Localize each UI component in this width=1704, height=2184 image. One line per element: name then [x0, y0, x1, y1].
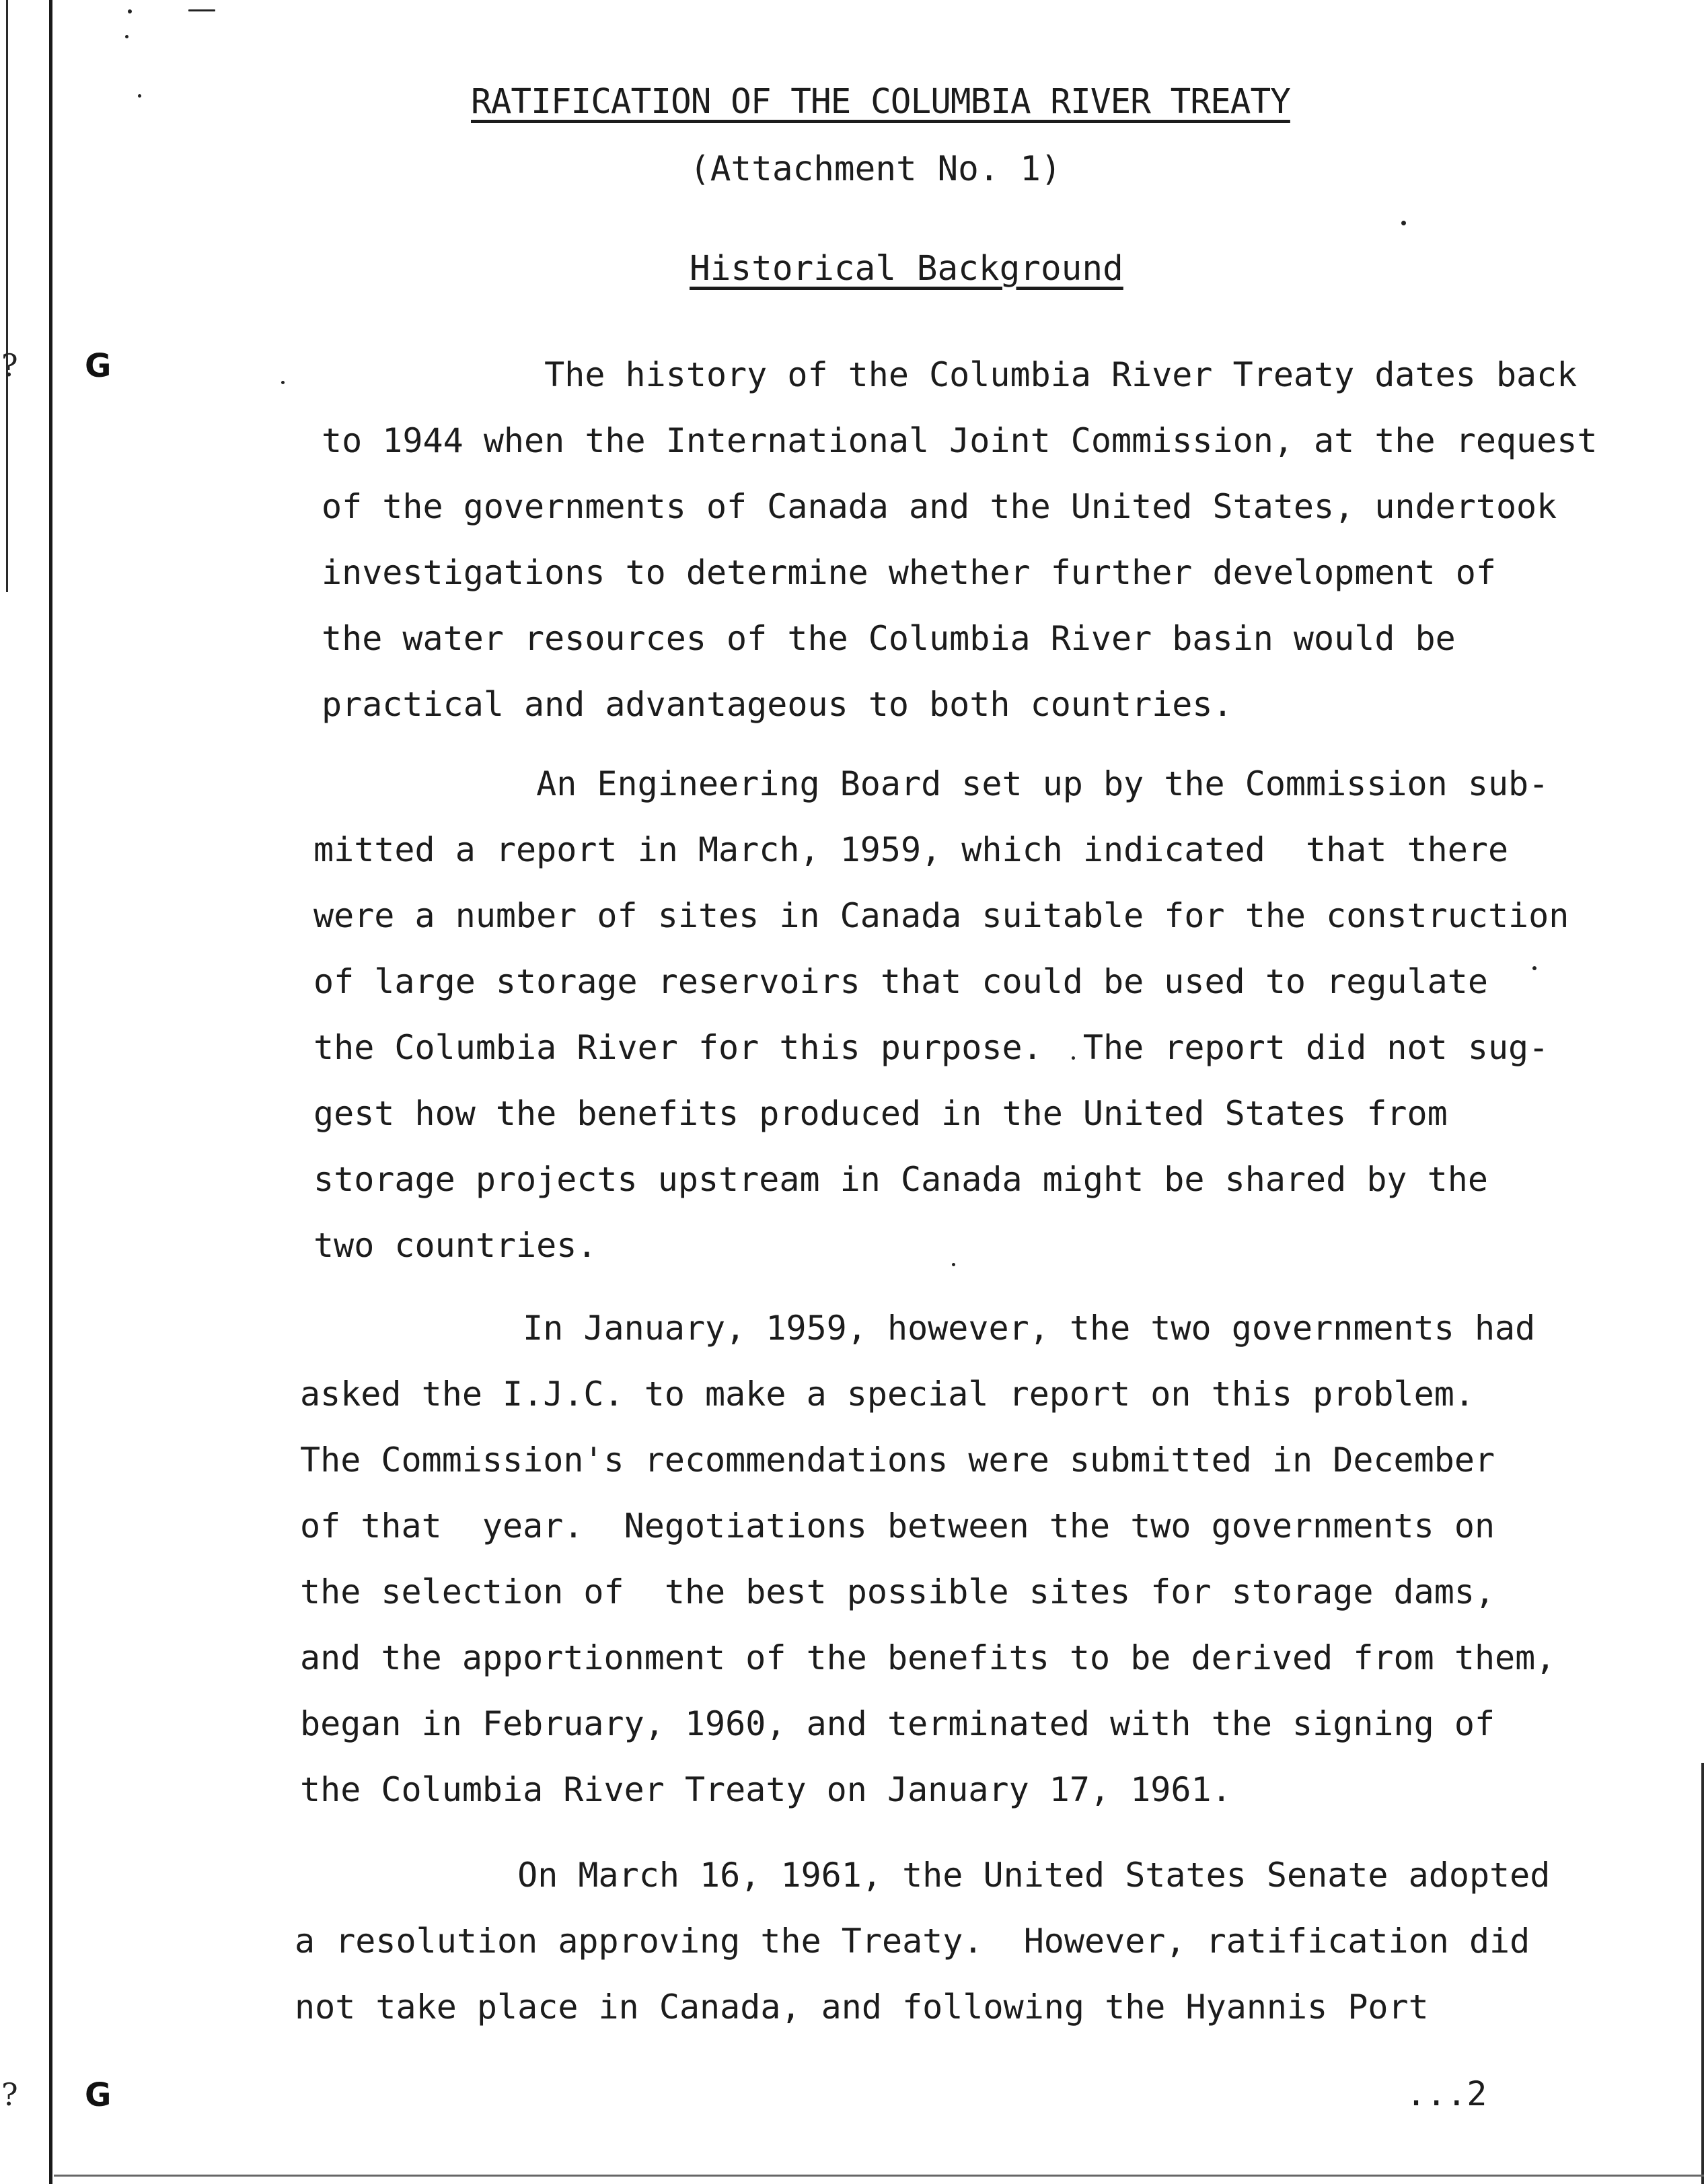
edge-mark-bottom: ? [1, 2076, 18, 2113]
paragraph-engineering-board: An Engineering Board set up by the Commission sub- mitted a report in March, 1959, which indicated that there were a number of sites in Canada suitable for the construction of large storage reservoirs that could be used to regulate the Columbia River for this purpose. The report did not sug- gest how the benefits produced in the United States from storage projects upstream in Canada might be shared by the two countries. [313, 764, 1569, 1265]
scan-bottom-edge [54, 2175, 1704, 2177]
paragraph-negotiations: In January, 1959, however, the two governments had asked the I.J.C. to make a special report on this problem. The Commission's recommendations were submitted in December of that year. Negotiations between the two governments on the selection of the best possible sites for storage dams, and the apportionment of the benefits to be derived from them, began in February, 1960, and terminated with the signing of the Columbia River Treaty on January 17, 1961. [300, 1309, 1556, 1809]
punch-hole-top-icon: G [85, 347, 112, 385]
edge-mark-top: ? [1, 347, 18, 384]
punch-hole-bottom-icon: G [85, 2076, 112, 2114]
scan-speck [125, 35, 128, 38]
scan-edge-line [6, 0, 8, 592]
page-continuation-marker: ...2 [1406, 2074, 1487, 2113]
binding-margin-line [49, 0, 52, 2184]
scan-speck [188, 9, 215, 11]
scan-speck [128, 9, 132, 13]
scan-speck [138, 94, 141, 98]
document-title: RATIFICATION OF THE COLUMBIA RIVER TREATY [471, 82, 1290, 122]
section-heading: Historical Background [690, 249, 1123, 289]
paragraph-senate-resolution: On March 16, 1961, the United States Senate adopted a resolution approving the Treaty. However, ratification did not take place in Canada, and following the Hyannis Port [295, 1856, 1551, 2027]
scan-speck [1401, 221, 1406, 225]
scan-speck [281, 381, 285, 384]
paragraph-history: The history of the Columbia River Treaty dates back to 1944 when the International Joint Commission, at the request of the governments of Canada and the United States, undertook investigations to determine whether further development of the water resources of the Columbia River basin would be practical and advantageous to both countries. [322, 355, 1598, 724]
attachment-label: (Attachment No. 1) [690, 149, 1062, 189]
scan-right-edge [1701, 1763, 1704, 2184]
